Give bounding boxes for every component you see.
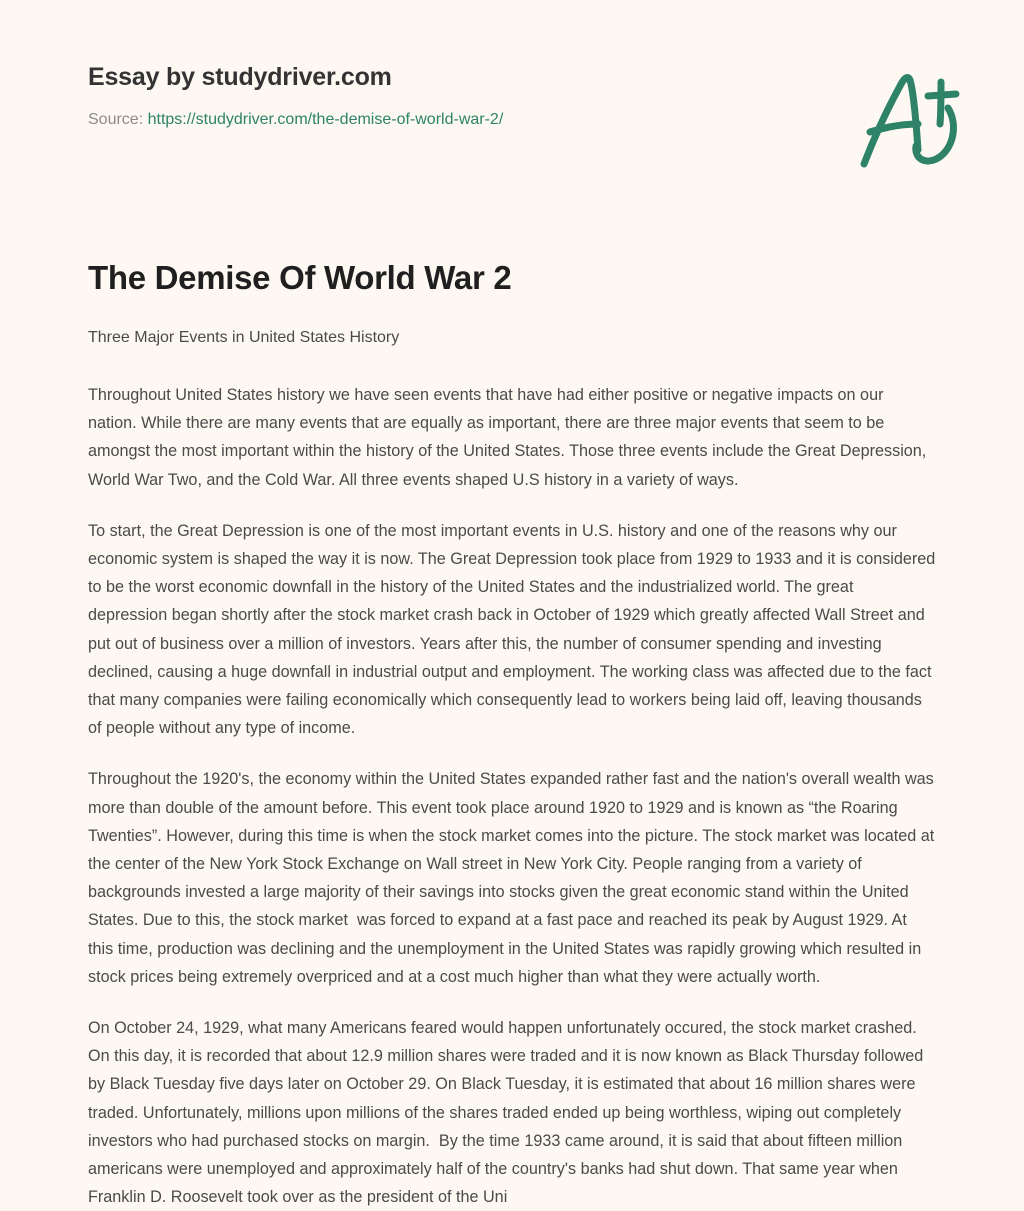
essay-paragraph: Throughout the 1920's, the economy within the United States expanded rather fast and the nation's overall wealth was more than double of the amount before. This event took place around 1920 to 1929 and is known as “the Roaring Twenties”. However, during this time is when the stock market comes into the picture. The stock market was located at the center of the New York Stock Exchange on Wall street in New York City. People ranging from a variety of backgrounds invested a large majority of their savings into stocks given the great economic stand within the United States. Due to this, the stock market was forced to expand at a fast pace and reached its peak by August 1929. At this time, production was declining and the unemployment in the United States was rapidly growing which resulted in stock prices being extremely overpriced and at a cost much higher than what they were actually worth.: [88, 770, 939, 986]
source-url-link[interactable]: https://studydriver.com/the-demise-of-world-war-2/: [147, 111, 504, 128]
a-plus-logo-icon: [848, 64, 968, 174]
essay-paragraph: Throughout United States history we have seen events that have had either positive or negative impacts on our nation. While there are many events that are equally as important, there are three major events that seem to be amongst the most important within the history of the United States. Those three events include the Great Depression, World War Two, and the Cold War. All three events shaped U.S history in a variety of ways.: [88, 386, 931, 489]
essay-paragraph: To start, the Great Depression is one of the most important events in U.S. history and one of the reasons why our economic system is shaped the way it is now. The Great Depression took place from 1929 to 1933 and it is considered to be the worst economic downfall in the history of the United States and the industrialized world. The great depression began shortly after the stock market crash back in October of 1929 which greatly affected Wall Street and put out of business over a million of investors. Years after this, the number of consumer spending and investing declined, causing a huge downfall in industrial output and employment. The working class was affected due to the fact that many companies were failing economically which consequently lead to workers being laid off, leaving thousands of people without any type of income.: [88, 521, 940, 738]
source-label: Source:: [88, 111, 148, 128]
essay-paragraphs: [88, 350, 940, 1211]
brand-title: Essay by studydriver.com: [88, 63, 392, 91]
article-body: [0, 190, 1024, 1211]
page-title: The Demise Of World War 2: [88, 259, 512, 296]
essay-paragraph: On October 24, 1929, what many Americans feared would happen unfortunately occured, the stock market crashed. On this day, it is recorded that about 12.9 million shares were traded and it is now known as Black Thursday followed by Black Tuesday five days later on October 29. On Black Tuesday, it is estimated that about 16 million shares were traded. Unfortunately, millions upon millions of the shares traded ended up being worthless, wiping out completely investors who had purchased stocks on margin. By the time 1933 came around, it is said that about fifteen million americans were unemployed and approximately half of the country's banks had shut down. That same year when Franklin D. Roosevelt took over as the president of the Uni: [88, 1019, 928, 1207]
essay-subtitle: Three Major Events in United States History: [88, 329, 400, 346]
page-header: [0, 0, 1024, 190]
source-line: [88, 109, 936, 131]
